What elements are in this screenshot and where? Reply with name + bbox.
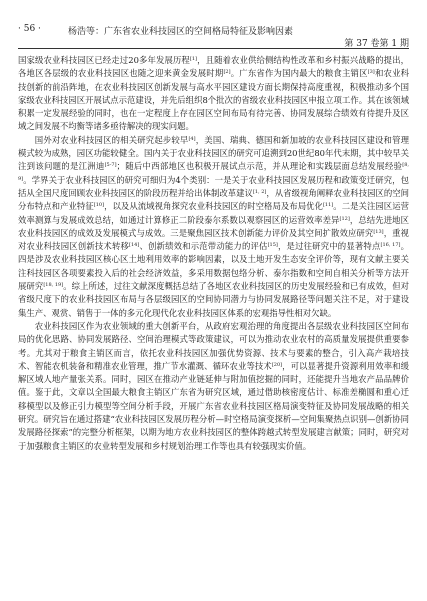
- running-header: [18, 22, 409, 49]
- citation-marker: [14]: [129, 242, 140, 249]
- citation-marker: [5-7]: [104, 162, 117, 169]
- citation-marker: [1]: [189, 56, 197, 62]
- citation-marker: [11]: [322, 202, 334, 209]
- citation-marker: [18, 19]: [43, 282, 64, 289]
- body-text: [18, 54, 409, 453]
- citation-marker: [4]: [188, 135, 196, 142]
- paragraph: 农业科技园区作为农业领域的重大创新平台，从政府宏观治理的角度提出各层级农业科技园区空间布局的优化思路、协同发展路径、空间治理模式等政策建议，可以为推动农业农村的高质量发展提供重要参考。尤其对于粮食主销区而言，依托农业科技园区加强优势资源、技术与要素的整合，引入高产栽培技术、智能农机装备和精准农业管理，推广节水灌溉、循环农业等技术[20]，可以显著提升资源利用效率和缓解区域人地产量张关系。同时，园区在推动产业链延伸与附加值挖掘的同时，还能提升当地农产品品牌价值。鉴于此，文章以全国最大粮食主销区广东省为研究区域，通过借助核密度估计、标准差椭圆和重心迁移模型以及修正引力模型等空间分析手段，开展广东省农业科技园区格局演变特征及协同发展战略的相关研究。研究旨在通过搭建“农业科技园区发展历程分析—时空格局演变探析—空间集聚热点识别—创新协同发展路径探索”的完整分析框架，以期为地方农业科技园区的整体跨越式转型发展建言献策；同时，研究对于加强粮食主销区的农业转型发展和乡村规划治理工作等也具有较强现实价值。: [18, 320, 410, 451]
- citation-marker: [12]: [339, 215, 350, 222]
- citation-marker: [3]: [367, 69, 375, 76]
- citation-marker: [15]: [267, 242, 278, 249]
- citation-marker: [8, 9]: [18, 162, 410, 182]
- citation-marker: [20]: [271, 361, 283, 368]
- issue-label: 第 37 卷第 1 期: [344, 39, 409, 49]
- citation-marker: [13]: [373, 228, 384, 235]
- citation-marker: [1, 2]: [252, 188, 267, 195]
- page-number: · 56 ·: [18, 24, 41, 34]
- paragraph: 国家级农业科技园区已经走过20多年发展历程[1]，且随着农业供给侧结构性改革和乡村振兴战略的提出，各地区各层级的农业科技园区也随之迎来黄金发展时期[2]。广东省作为国内最大的粮食主销区[3]和农业科技创新的前沿阵地，在农业科技园区创新发展与高水平园区建设方面长期保持高度重视，积极推动多个国家级农业科技园区开展试点示范建设，并先后组织8个批次的省级农业科技园区申报立项工作。其在该领域积累一定发展经验的同时，也在一定程度上存在园区空间布局有待完善、协同发展综合绩效有待提升及区域之间发展不均衡等诸多亟待解决的现实问题。: [18, 55, 410, 132]
- citation-marker: [10]: [93, 202, 105, 209]
- citation-marker: [16, 17]: [380, 242, 401, 249]
- running-title: 杨浩等：广东省农业科技园区的空间格局特征及影响因素: [68, 27, 294, 37]
- citation-marker: [2]: [223, 69, 231, 76]
- paragraph: 国外对农业科技园区的相关研究起步较早[4]，美国、瑞典、德国和新加坡的农业科技园区建设和管理模式较为成熟，园区功能较健全。国内关于农业科技园区的研究可追溯到20世纪80年代末期，其中较早关注到该问题的是江洲迪[5-7]；随后中西部地区也积极开展试点示范，并从理论和实践层面总结发展经验[8, 9]。学界关于农业科技园区的研究可细归为4个类别：一是关于农业科技园区发展历程和政策变迁研究，包括从全国尺度回顾农业科技园区的阶段历程并给出体制改革建议[1, 2]，从省级视角阐释农业科技园区的空间分布特点和产业特征[10]，以及从流域视角探究农业科技园区的时空格局及布局优化[11]。二是关注园区运营效率测算与发展成效总结，如通过计算修正二阶段泰尔系数以观察园区的运营效率差异[12]，总结先进地区农业科技园区的成效及发展模式与成效。三是聚焦园区技术创新能力评价及其空间扩散效应研究[13]，重视对农业科技园区创新技术转移[14]、创新绩效和示范带动能力的评估[15]，是过往研究中的显著特点[16, 17]。四是涉及农业科技园区核心区土地利用效率的影响因素，以及土地开发生态安全评价等，现有文献主要关注科技园区各项要素投入后的社会经济效益，多采用数据包络分析、泰尔指数和空间自相关分析等方法开展研究[18, 19]。综上所述，过往文献深度概括总结了各地区农业科技园区的历史发展经验和已有成效，但对省级尺度下的农业科技园区布局与各层级园区的空间协同潜力与协同发展路径等问题关注不足，对于建设集生产、观赏、销售于一体的多元化现代化农业科技园区体系的宏观指导性相对欠缺。: [18, 134, 410, 318]
